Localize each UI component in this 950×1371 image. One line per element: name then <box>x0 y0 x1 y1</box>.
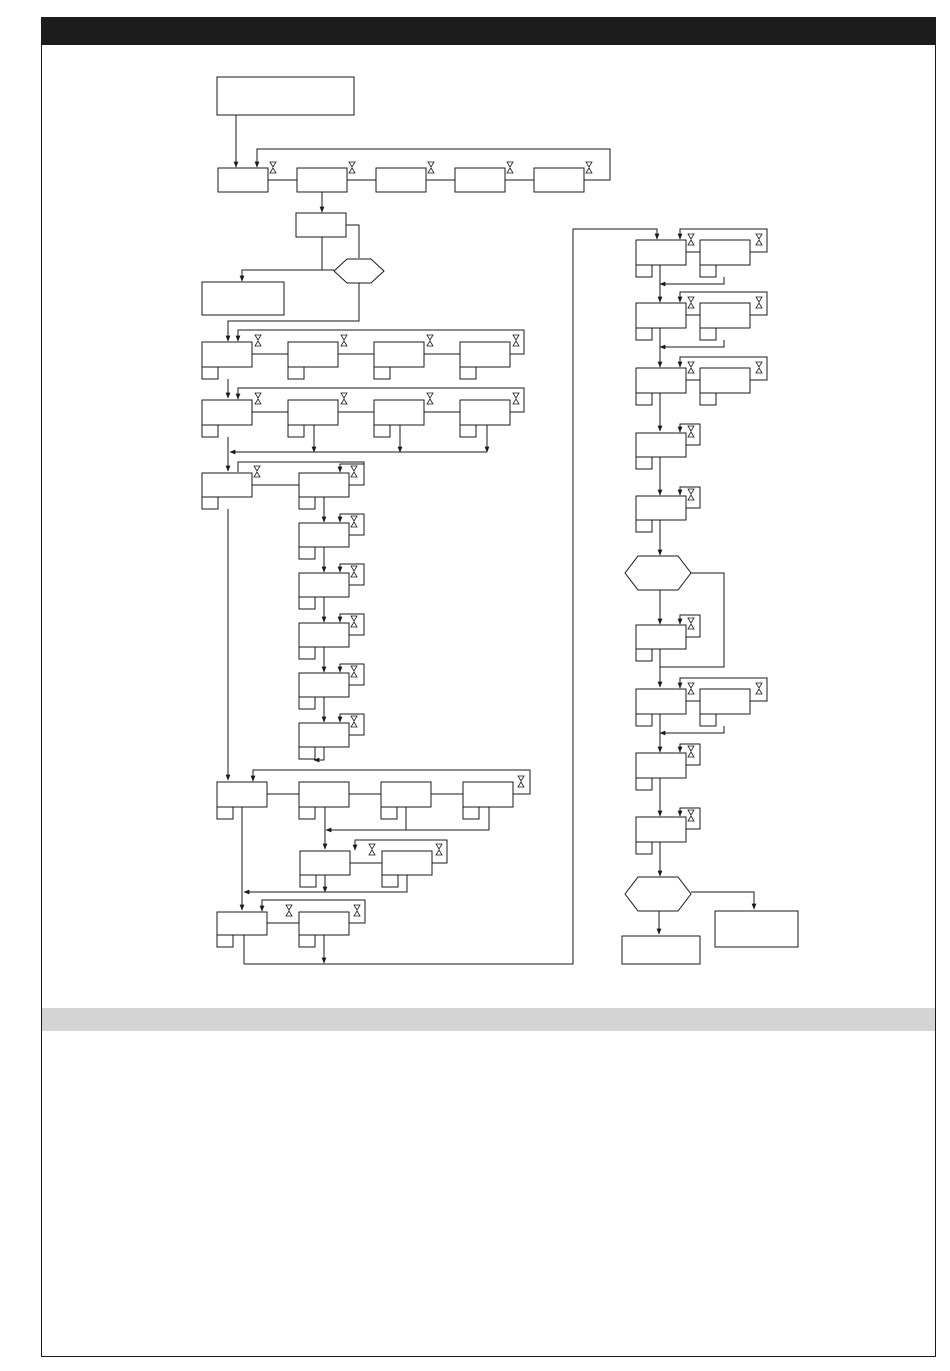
menu-box-9 <box>202 282 284 315</box>
menu-box-14 <box>202 400 252 425</box>
menu-box-18 <box>202 473 252 497</box>
menu-box-26 <box>299 782 349 807</box>
up-key-icon <box>354 911 360 916</box>
down-key-icon <box>756 683 762 688</box>
down-key-icon <box>756 362 762 367</box>
menu-box-tab-29 <box>300 875 316 887</box>
up-key-icon <box>427 341 433 346</box>
menu-box-4 <box>376 168 426 192</box>
up-key-icon <box>586 168 592 173</box>
down-key-icon <box>518 776 524 781</box>
flow-arrow <box>691 892 754 909</box>
up-key-icon <box>518 782 524 787</box>
menu-box-35 <box>636 303 686 328</box>
menu-box-tab-20 <box>299 547 315 559</box>
down-key-icon <box>688 810 694 815</box>
menu-box-22 <box>299 623 349 647</box>
menu-box-tab-42 <box>636 649 652 661</box>
menu-box-38 <box>700 368 750 393</box>
menu-box-32 <box>299 912 349 935</box>
up-key-icon <box>688 240 694 245</box>
menu-box-11 <box>288 342 338 367</box>
menu-box-45 <box>636 753 686 778</box>
down-key-icon <box>341 393 347 398</box>
down-key-icon <box>436 844 442 849</box>
down-key-icon <box>351 666 357 671</box>
down-key-icon <box>688 489 694 494</box>
menu-box-1 <box>217 77 354 115</box>
down-key-icon <box>254 466 260 471</box>
menu-box-28 <box>463 782 513 807</box>
section-bar <box>42 1008 935 1031</box>
down-key-icon <box>351 716 357 721</box>
up-key-icon <box>688 495 694 500</box>
menu-box-tab-27 <box>381 807 397 819</box>
up-key-icon <box>756 689 762 694</box>
down-key-icon <box>513 335 519 340</box>
menu-box-27 <box>381 782 431 807</box>
flow-line <box>322 237 334 270</box>
down-key-icon <box>270 162 276 167</box>
menu-box-21 <box>299 573 349 597</box>
menu-box-3 <box>297 168 347 192</box>
up-key-icon <box>286 911 292 916</box>
down-key-icon <box>349 162 355 167</box>
menu-box-tab-16 <box>374 425 390 437</box>
flow-arrow <box>660 726 724 733</box>
menu-box-tab-45 <box>636 778 652 790</box>
menu-box-7 <box>296 213 346 237</box>
menu-box-13 <box>460 342 510 367</box>
menu-box-31 <box>217 912 267 935</box>
up-key-icon <box>507 168 513 173</box>
menu-box-49 <box>715 911 798 947</box>
flow-arrow <box>660 340 724 347</box>
menu-box-37 <box>636 368 686 393</box>
menu-box-39 <box>636 433 686 457</box>
up-key-icon <box>688 689 694 694</box>
up-key-icon <box>513 341 519 346</box>
menu-box-10 <box>202 342 252 367</box>
up-key-icon <box>351 722 357 727</box>
down-key-icon <box>688 683 694 688</box>
up-key-icon <box>756 240 762 245</box>
flow-line <box>346 225 359 258</box>
menu-box-15 <box>288 400 338 425</box>
down-key-icon <box>756 297 762 302</box>
menu-box-tab-35 <box>636 328 652 340</box>
down-key-icon <box>369 844 375 849</box>
menu-box-tab-25 <box>217 807 233 819</box>
menu-box-33 <box>636 240 686 265</box>
up-key-icon <box>756 368 762 373</box>
down-key-icon <box>351 516 357 521</box>
down-key-icon <box>427 393 433 398</box>
menu-box-tab-46 <box>636 842 652 854</box>
up-key-icon <box>341 341 347 346</box>
menu-box-tab-30 <box>382 875 398 887</box>
down-key-icon <box>688 618 694 623</box>
down-key-icon <box>586 162 592 167</box>
menu-box-tab-22 <box>299 647 315 659</box>
menu-box-44 <box>700 689 750 714</box>
up-key-icon <box>428 168 434 173</box>
up-key-icon <box>688 303 694 308</box>
down-key-icon <box>513 393 519 398</box>
up-key-icon <box>270 168 276 173</box>
menu-box-tab-24 <box>299 747 315 759</box>
menu-box-30 <box>382 851 432 875</box>
down-key-icon <box>341 335 347 340</box>
menu-box-43 <box>636 689 686 714</box>
up-key-icon <box>341 399 347 404</box>
down-key-icon <box>428 162 434 167</box>
menu-box-tab-28 <box>463 807 479 819</box>
up-key-icon <box>688 624 694 629</box>
up-key-icon <box>351 472 357 477</box>
menu-box-tab-19 <box>299 497 315 509</box>
menu-box-tab-11 <box>288 367 304 379</box>
menu-box-tab-37 <box>636 393 652 405</box>
menu-box-25 <box>217 782 267 807</box>
menu-box-tab-15 <box>288 425 304 437</box>
menu-box-29 <box>300 851 350 875</box>
menu-box-19 <box>299 473 349 497</box>
up-key-icon <box>351 672 357 677</box>
menu-box-20 <box>299 523 349 547</box>
down-key-icon <box>286 905 292 910</box>
decision-hexagon-41 <box>625 556 691 590</box>
up-key-icon <box>254 472 260 477</box>
down-key-icon <box>756 234 762 239</box>
menu-box-48 <box>622 936 700 964</box>
menu-box-tab-32 <box>299 935 315 947</box>
menu-box-12 <box>374 342 424 367</box>
up-key-icon <box>688 752 694 757</box>
menu-box-tab-38 <box>700 393 716 405</box>
menu-box-tab-36 <box>700 328 716 340</box>
menu-box-40 <box>636 496 686 520</box>
decision-hexagon-47 <box>625 877 691 911</box>
up-key-icon <box>351 522 357 527</box>
menu-box-tab-17 <box>460 425 476 437</box>
menu-box-6 <box>534 168 584 192</box>
down-key-icon <box>255 335 261 340</box>
up-key-icon <box>427 399 433 404</box>
menu-box-24 <box>299 723 349 747</box>
menu-box-34 <box>700 240 750 265</box>
down-key-icon <box>255 393 261 398</box>
menu-box-46 <box>636 817 686 842</box>
down-key-icon <box>688 362 694 367</box>
down-key-icon <box>351 466 357 471</box>
menu-box-16 <box>374 400 424 425</box>
up-key-icon <box>369 850 375 855</box>
down-key-icon <box>688 426 694 431</box>
up-key-icon <box>349 168 355 173</box>
up-key-icon <box>436 850 442 855</box>
up-key-icon <box>351 622 357 627</box>
flow-arrow <box>242 270 334 281</box>
down-key-icon <box>351 566 357 571</box>
menu-box-tab-12 <box>374 367 390 379</box>
up-key-icon <box>255 399 261 404</box>
up-key-icon <box>513 399 519 404</box>
menu-box-42 <box>636 625 686 649</box>
down-key-icon <box>688 297 694 302</box>
up-key-icon <box>688 816 694 821</box>
menu-box-tab-33 <box>636 265 652 277</box>
up-key-icon <box>255 341 261 346</box>
menu-box-tab-44 <box>700 714 716 726</box>
menu-box-tab-40 <box>636 520 652 532</box>
menu-box-tab-43 <box>636 714 652 726</box>
up-key-icon <box>688 368 694 373</box>
down-key-icon <box>351 616 357 621</box>
menu-box-36 <box>700 303 750 328</box>
menu-box-tab-10 <box>202 367 218 379</box>
down-key-icon <box>507 162 513 167</box>
down-key-icon <box>427 335 433 340</box>
menu-box-5 <box>455 168 505 192</box>
menu-box-tab-26 <box>299 807 315 819</box>
decision-hexagon-8 <box>334 259 384 283</box>
menu-box-tab-31 <box>217 935 233 947</box>
menu-box-tab-13 <box>460 367 476 379</box>
menu-box-tab-23 <box>299 697 315 709</box>
menu-box-tab-18 <box>202 497 218 509</box>
down-key-icon <box>688 746 694 751</box>
menu-box-tab-39 <box>636 457 652 469</box>
up-key-icon <box>688 432 694 437</box>
menu-box-tab-14 <box>202 425 218 437</box>
flow-arrow <box>660 277 724 284</box>
menu-box-tab-34 <box>700 265 716 277</box>
up-key-icon <box>756 303 762 308</box>
menu-box-23 <box>299 673 349 697</box>
up-key-icon <box>351 572 357 577</box>
menu-box-17 <box>460 400 510 425</box>
down-key-icon <box>688 234 694 239</box>
down-key-icon <box>354 905 360 910</box>
menu-box-tab-21 <box>299 597 315 609</box>
menu-box-2 <box>218 168 268 192</box>
